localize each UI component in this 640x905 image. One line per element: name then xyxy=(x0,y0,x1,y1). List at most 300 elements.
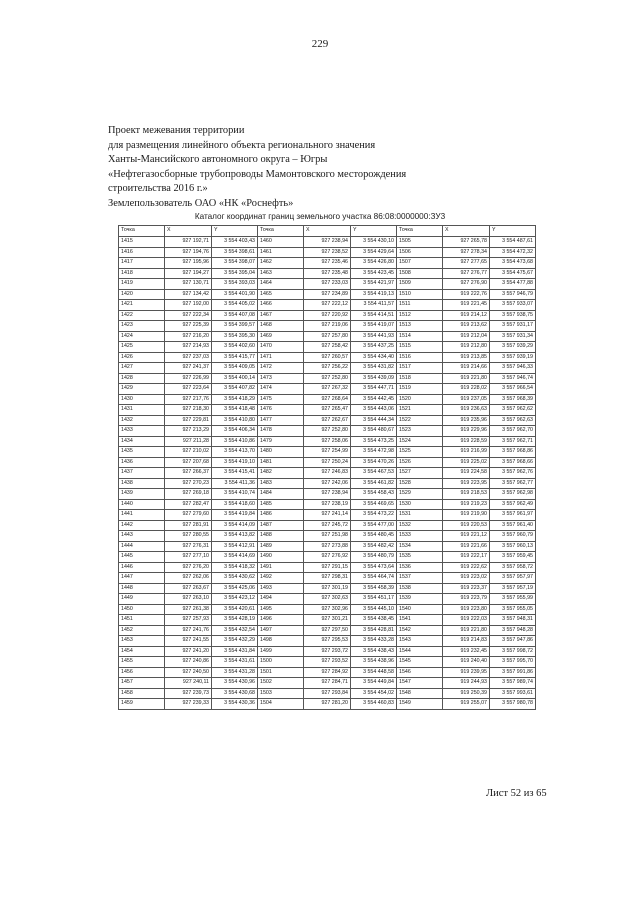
y-cell: 3 557 962,76 xyxy=(490,468,536,479)
x-cell: 919 235,96 xyxy=(443,415,490,426)
y-cell: 3 557 933,07 xyxy=(490,300,536,311)
y-cell: 3 554 431,84 xyxy=(212,646,258,657)
project-line-4: «Нефтегазосборные трубопроводы Мамонтовского месторождения xyxy=(108,168,407,180)
x-cell: 927 297,50 xyxy=(304,625,351,636)
y-cell: 3 554 439,09 xyxy=(351,373,397,384)
y-cell: 3 554 399,57 xyxy=(212,321,258,332)
x-cell: 919 223,95 xyxy=(443,478,490,489)
x-cell: 927 260,57 xyxy=(304,352,351,363)
table-row xyxy=(119,478,536,489)
y-cell: 3 554 472,32 xyxy=(490,247,536,258)
point-cell: 1415 xyxy=(119,237,165,248)
y-cell: 3 554 428,81 xyxy=(351,625,397,636)
x-cell: 919 228,02 xyxy=(443,384,490,395)
point-cell: 1416 xyxy=(119,247,165,258)
y-cell: 3 554 444,34 xyxy=(351,415,397,426)
point-cell: 1462 xyxy=(258,258,304,269)
point-cell: 1490 xyxy=(258,552,304,563)
point-cell: 1491 xyxy=(258,562,304,573)
point-cell: 1429 xyxy=(119,384,165,395)
y-cell: 3 557 948,31 xyxy=(490,615,536,626)
y-cell: 3 557 968,39 xyxy=(490,394,536,405)
point-cell: 1525 xyxy=(397,447,443,458)
y-cell: 3 554 434,40 xyxy=(351,352,397,363)
point-cell: 1425 xyxy=(119,342,165,353)
x-cell: 919 216,99 xyxy=(443,447,490,458)
y-cell: 3 554 477,88 xyxy=(490,279,536,290)
y-cell: 3 557 960,13 xyxy=(490,541,536,552)
y-cell: 3 554 437,25 xyxy=(351,342,397,353)
x-cell: 919 221,45 xyxy=(443,300,490,311)
sheet-label: Лист 52 из 65 xyxy=(486,788,547,799)
y-cell: 3 554 414,69 xyxy=(212,552,258,563)
x-cell: 927 278,34 xyxy=(443,247,490,258)
x-cell: 919 240,40 xyxy=(443,657,490,668)
point-cell: 1450 xyxy=(119,604,165,615)
point-cell: 1485 xyxy=(258,499,304,510)
x-cell: 919 221,80 xyxy=(443,373,490,384)
point-cell: 1422 xyxy=(119,310,165,321)
y-cell: 3 557 989,74 xyxy=(490,678,536,689)
point-cell: 1466 xyxy=(258,300,304,311)
y-cell: 3 557 966,54 xyxy=(490,384,536,395)
x-cell: 927 220,92 xyxy=(304,310,351,321)
point-cell: 1468 xyxy=(258,321,304,332)
point-cell: 1453 xyxy=(119,636,165,647)
table-row xyxy=(119,667,536,678)
y-cell: 3 554 423,45 xyxy=(351,268,397,279)
point-cell: 1455 xyxy=(119,657,165,668)
point-cell: 1481 xyxy=(258,457,304,468)
y-cell: 3 557 946,33 xyxy=(490,363,536,374)
project-title-block xyxy=(108,124,548,212)
x-cell: 927 256,22 xyxy=(304,363,351,374)
point-cell: 1477 xyxy=(258,415,304,426)
x-cell: 927 265,47 xyxy=(304,405,351,416)
y-cell: 3 557 931,34 xyxy=(490,331,536,342)
x-cell: 927 267,32 xyxy=(304,384,351,395)
table-row xyxy=(119,562,536,573)
table-body xyxy=(119,237,536,710)
point-cell: 1458 xyxy=(119,688,165,699)
y-cell: 3 554 487,61 xyxy=(490,237,536,248)
y-cell: 3 554 420,61 xyxy=(212,604,258,615)
x-cell: 927 238,94 xyxy=(304,489,351,500)
point-cell: 1471 xyxy=(258,352,304,363)
point-cell: 1443 xyxy=(119,531,165,542)
x-cell: 927 284,71 xyxy=(304,678,351,689)
table-row xyxy=(119,625,536,636)
y-cell: 3 554 430,62 xyxy=(212,573,258,584)
x-cell: 919 232,45 xyxy=(443,646,490,657)
x-cell: 927 134,42 xyxy=(165,289,212,300)
x-cell: 927 192,00 xyxy=(165,300,212,311)
column-header: Y xyxy=(212,226,258,237)
x-cell: 927 210,02 xyxy=(165,447,212,458)
x-cell: 927 293,52 xyxy=(304,657,351,668)
point-cell: 1528 xyxy=(397,478,443,489)
y-cell: 3 554 460,83 xyxy=(351,699,397,710)
x-cell: 927 235,46 xyxy=(304,258,351,269)
x-cell: 919 222,76 xyxy=(443,289,490,300)
table-row xyxy=(119,594,536,605)
y-cell: 3 554 467,53 xyxy=(351,468,397,479)
y-cell: 3 554 431,82 xyxy=(351,363,397,374)
project-line-2: для размещения линейного объекта регионального значения xyxy=(108,139,376,151)
x-cell: 927 252,80 xyxy=(304,373,351,384)
point-cell: 1454 xyxy=(119,646,165,657)
point-cell: 1464 xyxy=(258,279,304,290)
x-cell: 927 262,67 xyxy=(304,415,351,426)
x-cell: 927 276,90 xyxy=(443,279,490,290)
y-cell: 3 557 947,86 xyxy=(490,636,536,647)
x-cell: 927 258,42 xyxy=(304,342,351,353)
point-cell: 1431 xyxy=(119,405,165,416)
column-header: Точка xyxy=(258,226,304,237)
y-cell: 3 554 443,06 xyxy=(351,405,397,416)
x-cell: 927 254,99 xyxy=(304,447,351,458)
point-cell: 1538 xyxy=(397,583,443,594)
x-cell: 927 298,31 xyxy=(304,573,351,584)
point-cell: 1476 xyxy=(258,405,304,416)
y-cell: 3 554 418,48 xyxy=(212,405,258,416)
x-cell: 927 293,72 xyxy=(304,646,351,657)
y-cell: 3 554 475,67 xyxy=(490,268,536,279)
x-cell: 927 276,92 xyxy=(304,552,351,563)
y-cell: 3 554 410,80 xyxy=(212,415,258,426)
x-cell: 927 270,23 xyxy=(165,478,212,489)
point-cell: 1542 xyxy=(397,625,443,636)
y-cell: 3 554 482,42 xyxy=(351,541,397,552)
x-cell: 927 194,76 xyxy=(165,247,212,258)
y-cell: 3 554 442,45 xyxy=(351,394,397,405)
coordinate-table xyxy=(118,225,536,710)
y-cell: 3 554 393,03 xyxy=(212,279,258,290)
y-cell: 3 554 438,43 xyxy=(351,646,397,657)
y-cell: 3 557 961,97 xyxy=(490,510,536,521)
column-header: Y xyxy=(351,226,397,237)
point-cell: 1498 xyxy=(258,636,304,647)
x-cell: 927 242,06 xyxy=(304,478,351,489)
y-cell: 3 557 962,63 xyxy=(490,415,536,426)
point-cell: 1523 xyxy=(397,426,443,437)
point-cell: 1463 xyxy=(258,268,304,279)
point-cell: 1544 xyxy=(397,646,443,657)
y-cell: 3 554 473,64 xyxy=(351,562,397,573)
y-cell: 3 554 432,29 xyxy=(212,636,258,647)
point-cell: 1475 xyxy=(258,394,304,405)
point-cell: 1521 xyxy=(397,405,443,416)
x-cell: 927 217,76 xyxy=(165,394,212,405)
point-cell: 1435 xyxy=(119,447,165,458)
x-cell: 927 238,94 xyxy=(304,237,351,248)
point-cell: 1437 xyxy=(119,468,165,479)
x-cell: 927 241,14 xyxy=(304,510,351,521)
project-line-3: Ханты-Мансийского автономного округа – Югры xyxy=(108,154,328,166)
y-cell: 3 554 477,00 xyxy=(351,520,397,531)
y-cell: 3 557 939,29 xyxy=(490,342,536,353)
y-cell: 3 554 472,98 xyxy=(351,447,397,458)
y-cell: 3 554 426,80 xyxy=(351,258,397,269)
x-cell: 919 212,80 xyxy=(443,342,490,353)
x-cell: 927 280,55 xyxy=(165,531,212,542)
x-cell: 919 219,23 xyxy=(443,499,490,510)
x-cell: 927 291,15 xyxy=(304,562,351,573)
point-cell: 1518 xyxy=(397,373,443,384)
table-row xyxy=(119,321,536,332)
x-cell: 927 235,48 xyxy=(304,268,351,279)
point-cell: 1478 xyxy=(258,426,304,437)
y-cell: 3 554 418,32 xyxy=(212,562,258,573)
point-cell: 1479 xyxy=(258,436,304,447)
point-cell: 1493 xyxy=(258,583,304,594)
point-cell: 1506 xyxy=(397,247,443,258)
x-cell: 927 257,93 xyxy=(165,615,212,626)
column-header: X xyxy=(304,226,351,237)
x-cell: 919 213,62 xyxy=(443,321,490,332)
y-cell: 3 557 960,79 xyxy=(490,531,536,542)
y-cell: 3 557 938,75 xyxy=(490,310,536,321)
column-header: Y xyxy=(490,226,536,237)
point-cell: 1526 xyxy=(397,457,443,468)
y-cell: 3 554 410,74 xyxy=(212,489,258,500)
y-cell: 3 554 421,97 xyxy=(351,279,397,290)
y-cell: 3 554 449,84 xyxy=(351,678,397,689)
x-cell: 927 130,71 xyxy=(165,279,212,290)
point-cell: 1424 xyxy=(119,331,165,342)
point-cell: 1420 xyxy=(119,289,165,300)
y-cell: 3 554 409,05 xyxy=(212,363,258,374)
point-cell: 1517 xyxy=(397,363,443,374)
x-cell: 927 281,20 xyxy=(304,699,351,710)
x-cell: 927 261,38 xyxy=(165,604,212,615)
x-cell: 927 192,71 xyxy=(165,237,212,248)
point-cell: 1457 xyxy=(119,678,165,689)
x-cell: 927 245,72 xyxy=(304,520,351,531)
y-cell: 3 557 955,05 xyxy=(490,604,536,615)
y-cell: 3 554 473,68 xyxy=(490,258,536,269)
column-header: Точка xyxy=(119,226,165,237)
y-cell: 3 554 480,45 xyxy=(351,531,397,542)
point-cell: 1428 xyxy=(119,373,165,384)
point-cell: 1433 xyxy=(119,426,165,437)
table-row xyxy=(119,657,536,668)
x-cell: 927 257,80 xyxy=(304,331,351,342)
x-cell: 927 258,06 xyxy=(304,436,351,447)
x-cell: 927 263,67 xyxy=(165,583,212,594)
y-cell: 3 557 931,17 xyxy=(490,321,536,332)
point-cell: 1501 xyxy=(258,667,304,678)
table-row xyxy=(119,583,536,594)
point-cell: 1419 xyxy=(119,279,165,290)
y-cell: 3 554 400,14 xyxy=(212,373,258,384)
point-cell: 1499 xyxy=(258,646,304,657)
point-cell: 1439 xyxy=(119,489,165,500)
y-cell: 3 557 946,79 xyxy=(490,289,536,300)
point-cell: 1527 xyxy=(397,468,443,479)
x-cell: 919 213,85 xyxy=(443,352,490,363)
table-row xyxy=(119,531,536,542)
point-cell: 1511 xyxy=(397,300,443,311)
y-cell: 3 554 469,65 xyxy=(351,499,397,510)
x-cell: 919 214,83 xyxy=(443,636,490,647)
table-row xyxy=(119,289,536,300)
x-cell: 919 236,63 xyxy=(443,405,490,416)
x-cell: 919 223,02 xyxy=(443,573,490,584)
table-row xyxy=(119,352,536,363)
y-cell: 3 554 448,58 xyxy=(351,667,397,678)
x-cell: 927 238,19 xyxy=(304,499,351,510)
x-cell: 919 220,53 xyxy=(443,520,490,531)
x-cell: 919 214,66 xyxy=(443,363,490,374)
table-row xyxy=(119,426,536,437)
y-cell: 3 557 993,61 xyxy=(490,688,536,699)
point-cell: 1452 xyxy=(119,625,165,636)
x-cell: 919 222,03 xyxy=(443,615,490,626)
x-cell: 927 222,34 xyxy=(165,310,212,321)
point-cell: 1494 xyxy=(258,594,304,605)
y-cell: 3 554 430,10 xyxy=(351,237,397,248)
x-cell: 927 241,37 xyxy=(165,363,212,374)
x-cell: 927 276,77 xyxy=(443,268,490,279)
x-cell: 919 237,05 xyxy=(443,394,490,405)
y-cell: 3 554 432,54 xyxy=(212,625,258,636)
point-cell: 1483 xyxy=(258,478,304,489)
y-cell: 3 557 991,86 xyxy=(490,667,536,678)
y-cell: 3 557 955,99 xyxy=(490,594,536,605)
point-cell: 1445 xyxy=(119,552,165,563)
y-cell: 3 554 429,64 xyxy=(351,247,397,258)
table-row xyxy=(119,300,536,311)
y-cell: 3 557 962,98 xyxy=(490,489,536,500)
point-cell: 1532 xyxy=(397,520,443,531)
y-cell: 3 554 423,12 xyxy=(212,594,258,605)
y-cell: 3 554 407,82 xyxy=(212,384,258,395)
point-cell: 1430 xyxy=(119,394,165,405)
y-cell: 3 557 939,19 xyxy=(490,352,536,363)
y-cell: 3 554 470,26 xyxy=(351,457,397,468)
y-cell: 3 554 398,07 xyxy=(212,258,258,269)
y-cell: 3 557 962,77 xyxy=(490,478,536,489)
table-row xyxy=(119,279,536,290)
x-cell: 927 246,83 xyxy=(304,468,351,479)
x-cell: 927 276,20 xyxy=(165,562,212,573)
x-cell: 927 213,29 xyxy=(165,426,212,437)
point-cell: 1524 xyxy=(397,436,443,447)
point-cell: 1537 xyxy=(397,573,443,584)
x-cell: 919 219,90 xyxy=(443,510,490,521)
table-row xyxy=(119,258,536,269)
x-cell: 927 222,12 xyxy=(304,300,351,311)
x-cell: 919 225,02 xyxy=(443,457,490,468)
y-cell: 3 554 438,96 xyxy=(351,657,397,668)
x-cell: 919 221,12 xyxy=(443,531,490,542)
x-cell: 927 241,20 xyxy=(165,646,212,657)
point-cell: 1529 xyxy=(397,489,443,500)
point-cell: 1510 xyxy=(397,289,443,300)
x-cell: 927 250,24 xyxy=(304,457,351,468)
point-cell: 1508 xyxy=(397,268,443,279)
point-cell: 1465 xyxy=(258,289,304,300)
point-cell: 1543 xyxy=(397,636,443,647)
y-cell: 3 554 413,70 xyxy=(212,447,258,458)
x-cell: 927 240,86 xyxy=(165,657,212,668)
point-cell: 1473 xyxy=(258,373,304,384)
y-cell: 3 554 464,74 xyxy=(351,573,397,584)
x-cell: 919 221,66 xyxy=(443,541,490,552)
y-cell: 3 554 418,60 xyxy=(212,499,258,510)
y-cell: 3 554 441,93 xyxy=(351,331,397,342)
x-cell: 927 219,06 xyxy=(304,321,351,332)
table-row xyxy=(119,373,536,384)
x-cell: 919 218,53 xyxy=(443,489,490,500)
x-cell: 927 233,03 xyxy=(304,279,351,290)
x-cell: 927 216,20 xyxy=(165,331,212,342)
x-cell: 927 268,64 xyxy=(304,394,351,405)
y-cell: 3 554 451,17 xyxy=(351,594,397,605)
point-cell: 1546 xyxy=(397,667,443,678)
x-cell: 927 301,19 xyxy=(304,583,351,594)
table-row xyxy=(119,331,536,342)
x-cell: 919 212,04 xyxy=(443,331,490,342)
table-row xyxy=(119,237,536,248)
project-line-6: Землепользователь ОАО «НК «Роснефть» xyxy=(108,197,294,209)
y-cell: 3 554 411,36 xyxy=(212,478,258,489)
y-cell: 3 554 419,07 xyxy=(351,321,397,332)
x-cell: 927 240,11 xyxy=(165,678,212,689)
point-cell: 1519 xyxy=(397,384,443,395)
point-cell: 1426 xyxy=(119,352,165,363)
point-cell: 1472 xyxy=(258,363,304,374)
table-row xyxy=(119,384,536,395)
point-cell: 1482 xyxy=(258,468,304,479)
table-row xyxy=(119,415,536,426)
y-cell: 3 554 395,04 xyxy=(212,268,258,279)
y-cell: 3 554 398,61 xyxy=(212,247,258,258)
point-cell: 1488 xyxy=(258,531,304,542)
y-cell: 3 554 405,02 xyxy=(212,300,258,311)
table-row xyxy=(119,457,536,468)
table-row xyxy=(119,699,536,710)
y-cell: 3 554 473,25 xyxy=(351,436,397,447)
y-cell: 3 554 433,28 xyxy=(351,636,397,647)
point-cell: 1486 xyxy=(258,510,304,521)
point-cell: 1427 xyxy=(119,363,165,374)
x-cell: 927 239,33 xyxy=(165,699,212,710)
table-row xyxy=(119,636,536,647)
point-cell: 1539 xyxy=(397,594,443,605)
y-cell: 3 554 454,02 xyxy=(351,688,397,699)
point-cell: 1467 xyxy=(258,310,304,321)
x-cell: 927 302,63 xyxy=(304,594,351,605)
point-cell: 1444 xyxy=(119,541,165,552)
point-cell: 1469 xyxy=(258,331,304,342)
x-cell: 927 207,68 xyxy=(165,457,212,468)
y-cell: 3 557 962,70 xyxy=(490,426,536,437)
x-cell: 927 237,03 xyxy=(165,352,212,363)
y-cell: 3 554 431,61 xyxy=(212,657,258,668)
x-cell: 927 252,80 xyxy=(304,426,351,437)
page-number: 229 xyxy=(311,38,329,50)
catalog-title: Каталог координат границ земельного участка 86:08:0000000:ЗУ3 xyxy=(194,212,446,221)
y-cell: 3 554 414,09 xyxy=(212,520,258,531)
y-cell: 3 557 946,74 xyxy=(490,373,536,384)
x-cell: 927 240,50 xyxy=(165,667,212,678)
point-cell: 1504 xyxy=(258,699,304,710)
table-row xyxy=(119,604,536,615)
y-cell: 3 554 458,39 xyxy=(351,583,397,594)
point-cell: 1507 xyxy=(397,258,443,269)
